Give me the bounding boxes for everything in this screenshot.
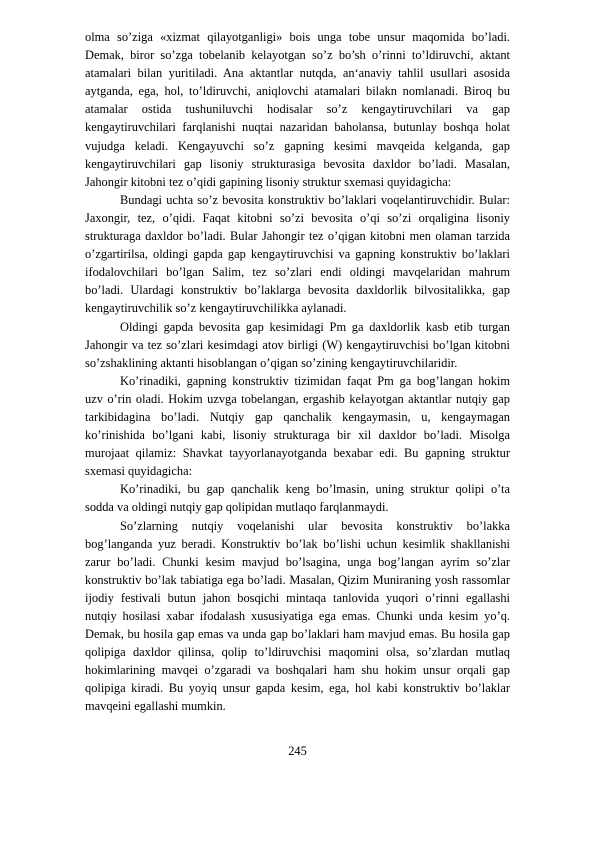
body-text xyxy=(85,28,510,716)
paragraph-1: olma so’ziga «xizmat qilayotganligi» bois unga tobe unsur maqomida bo’ladi. Demak, biror so’zga tobelanib kelayotgan so’z bo’sh o’rinni to’ldiruvchi, aktant atamalari bilan yuritiladi. Ana aktantlar nutqda, an‘anaviy tahlil usullari asosida aytganda, ega, hol, to’ldiruvchi, aniqlovchi atamalari bilakn nomlanadi. Biroq bu atamalar ostida tushuniluvchi hodisalar so’z kengaytiruvchilari va gap kengaytiruvchilari farqlanishi nuqtai nazaridan baholansa, butunlay boshqa holat vujudga keladi. Kengayuvchi so’z gapning kesimi mavqeida kelganda, gap kengaytiruvchilari gap lisoniy strukturasiga bevosita daxldor bo’ladi. Masalan, Jahongir kitobni tez o’qidi gapining lisoniy struktur sxemasi quyidagicha: xyxy=(85,30,510,189)
paragraph-5: Ko’rinadiki, bu gap qanchalik keng bo’lmasin, uning struktur qolipi o’ta sodda va oldingi nutqiy gap qolipidan mutlaqo farqlanmaydi. xyxy=(85,482,510,515)
paragraph-6: So’zlarning nutqiy voqelanishi ular bevosita konstruktiv bo’lakka bog’langanda yuz beradi. Konstruktiv bo’lak bo’lishi uchun kesimlik shakllanishi zarur bo’ladi. Chunki kesim mavjud bo’lsagina, unga bog’langan ayrim so’zlar konstruktiv bo’lak tabiatiga ega bo’ladi. Masalan, Qizim Muniraning yosh rassomlar ijodiy festivali butun jahon bosqichi mintaqa tanlovida yuqori o’rinni egallashi nutqiy hosilasi xabar ifodalash xususiyatiga ega emas. Chunki unda kesim yo’q. Demak, bu hosila gap emas va unda gap bo’laklari ham mavjud emas. Bu hosila gap qolipiga daxldor qilinsa, qolip to’ldiruvchisi maqomini olsa, so’zlardan mutlaq hokimlarining mavqei o’zgaradi va boshqalari ham shu hokim unsur orqali gap qolipiga kiradi. Bu yoyiq unsur gapda kesim, ega, hol kabi konstruktiv bo’laklar mavqeini egallashi mumkin. xyxy=(85,518,510,714)
paragraph-4: Ko’rinadiki, gapning konstruktiv tizimidan faqat Pm ga bog’langan hokim uzv o’rin oladi. Hokim uzvga tobelangan, ergashib kelayotgan aktantlar nutqiy gap tarkibidagina bo’ladi. Nutqiy gap qanchalik kengaymasin, u, kengaymagan ko’rinishida bo’lgani kabi, lisoniy strukturaga bir xil daxldor bo’ladi. Misolga murojaat qilamiz: Shavkat tayyorlanayotganda bexabar edi. Bu gapning struktur sxemasi quyidagicha: xyxy=(85,373,510,479)
paragraph-2: Bundagi uchta so’z bevosita konstruktiv bo’laklari voqelantiruvchidir. Bular: Jaxongir, tez, o’qidi. Faqat kitobni so’zi bevosita o’qi so’zi orqaligina lisoniy strukturaga daxldor bo’ladi. Bular Jahongir tez o’qigan kitobni men olaman tarzida o’zgartirilsa, oldingi gapda gap kengaytiruvchisi va gapning konstruktiv bo’laklari ifodalovchilari bo’lgan Salim, tez so’zlari endi oldingi mavqelaridan mahrum bo’ladi. Ulardagi konstruktiv bo’laklarga bevosita daxldorlik bilvositalikka, gap kengaytiruvchilik so’z kengaytiruvchilikka aylanadi. xyxy=(85,192,510,316)
page-number: 245 xyxy=(288,744,307,758)
paragraph-3: Oldingi gapda bevosita gap kesimidagi Pm ga daxldorlik kasb etib turgan Jahongir va tez so’zlari kesimdagi atov birligi (W) kengaytiruvchisi bo’lgan kitobni so’zshaklining aktanti hisoblangan o’qigan so’zining kengaytiruvchilaridir. xyxy=(85,319,510,370)
